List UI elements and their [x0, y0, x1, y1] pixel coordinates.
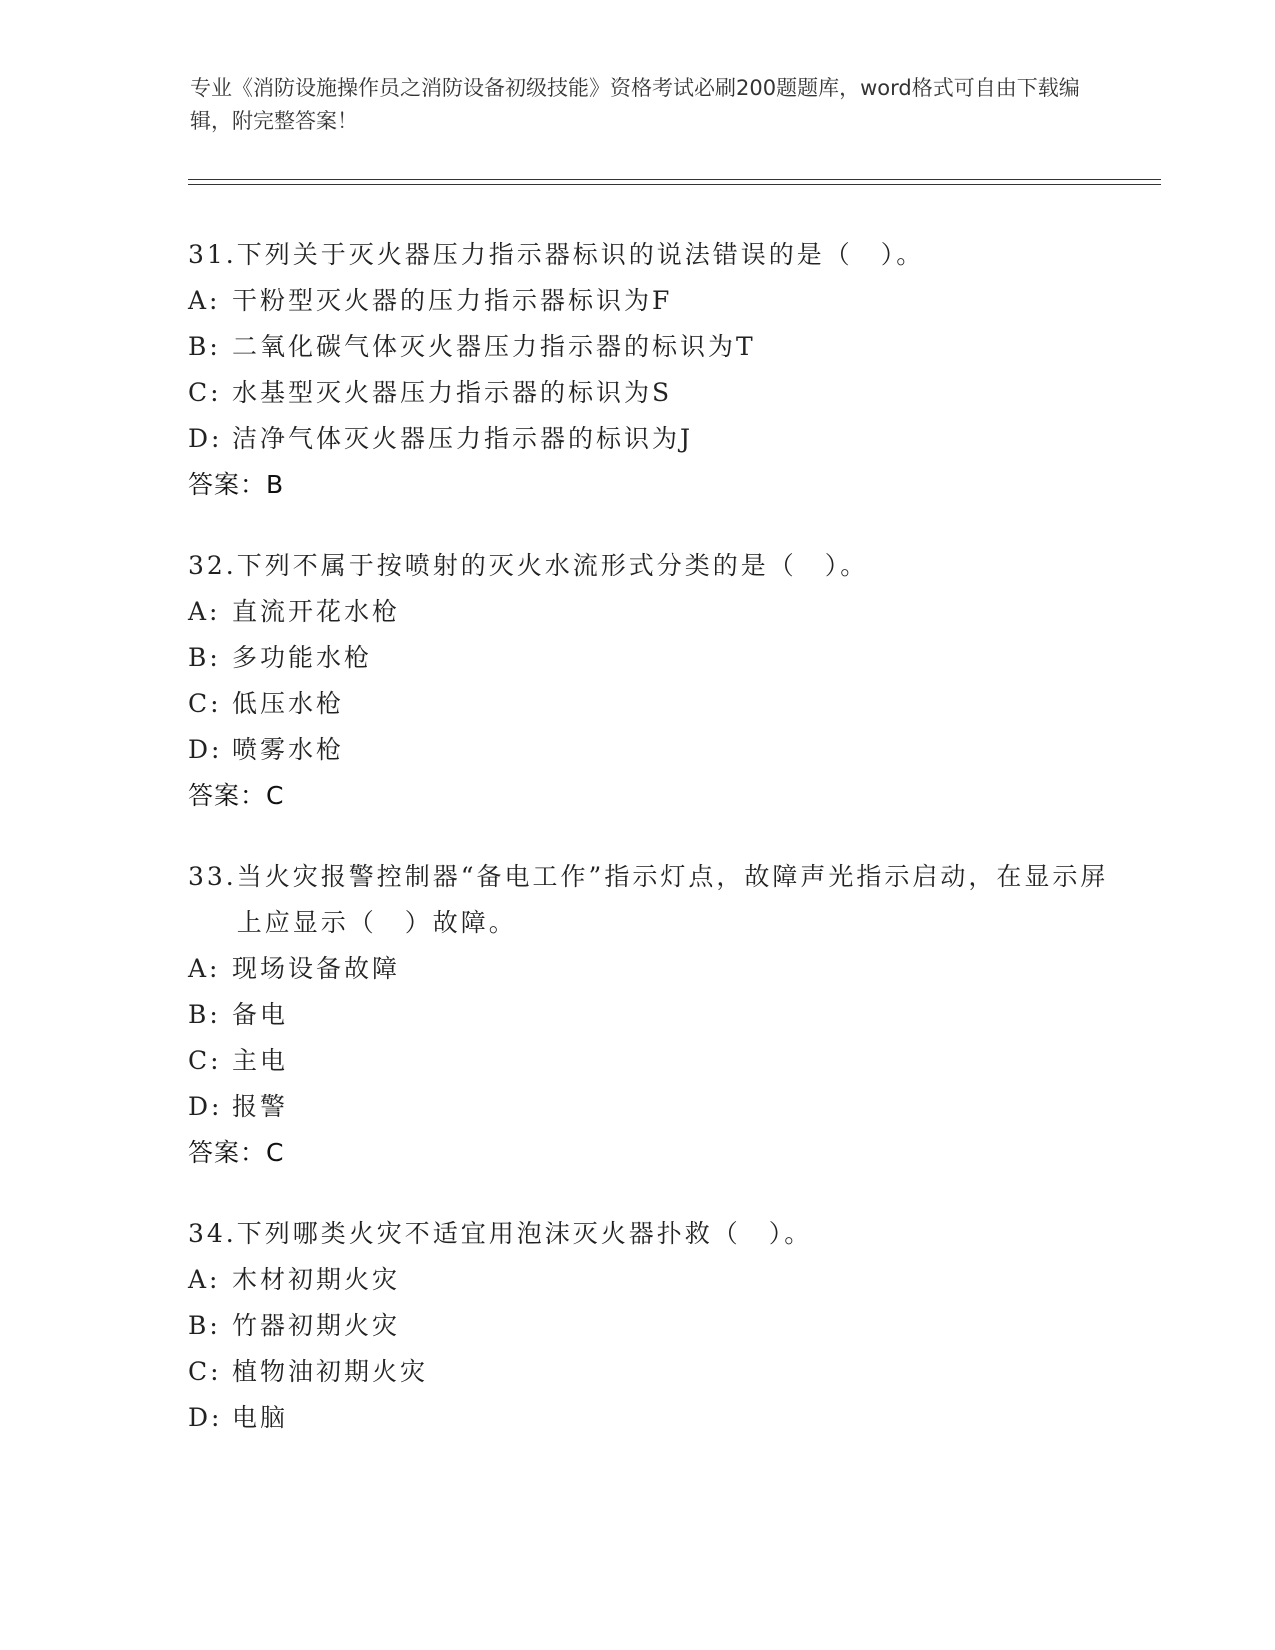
option-text: 低压水枪 [232, 689, 345, 718]
question-stem [188, 543, 1118, 589]
option-letter: C: [188, 689, 222, 718]
option-text: 喷雾水枪 [232, 735, 345, 764]
question-number: 32. [188, 551, 237, 580]
option-d [188, 727, 1118, 773]
option-letter: A: [188, 286, 221, 315]
answer-line: 答案：B [188, 470, 285, 499]
option-letter: D: [188, 1403, 223, 1432]
option-text: 水基型灭火器压力指示器的标识为S [232, 378, 673, 407]
option-letter: A: [188, 1265, 221, 1294]
option-letter: C: [188, 378, 222, 407]
option-letter: D: [188, 735, 223, 764]
option-c [188, 1038, 1118, 1084]
question-list [188, 232, 1118, 1476]
question-text: 下列关于灭火器压力指示器标识的说法错误的是（ ）。 [236, 240, 925, 269]
option-a [188, 589, 1118, 635]
option-text: 木材初期火灾 [232, 1265, 401, 1294]
option-b [188, 635, 1118, 681]
option-letter: C: [188, 1357, 222, 1386]
option-letter: B: [188, 1000, 221, 1029]
option-d [188, 416, 1118, 462]
option-letter: B: [188, 332, 221, 361]
option-text: 现场设备故障 [232, 954, 401, 983]
option-text: 报警 [232, 1092, 289, 1121]
header-divider-bottom [188, 184, 1161, 185]
question-number: 34. [188, 1219, 237, 1248]
answer-line: 答案：C [188, 1138, 285, 1167]
question-33 [188, 854, 1118, 1176]
option-letter: B: [188, 1311, 221, 1340]
option-letter: D: [188, 1092, 223, 1121]
option-b [188, 992, 1118, 1038]
option-c [188, 370, 1118, 416]
option-text: 二氧化碳气体灭火器压力指示器的标识为T [232, 332, 756, 361]
option-text: 电脑 [232, 1403, 289, 1432]
header-divider-top [188, 179, 1161, 180]
question-stem [188, 232, 1118, 278]
option-text: 多功能水枪 [232, 643, 373, 672]
question-34 [188, 1211, 1118, 1441]
option-text: 备电 [232, 1000, 289, 1029]
option-letter: A: [188, 954, 221, 983]
option-text: 干粉型灭火器的压力指示器标识为F [232, 286, 673, 315]
answer-line: 答案：C [188, 781, 285, 810]
option-d [188, 1084, 1118, 1130]
option-c [188, 681, 1118, 727]
option-letter: C: [188, 1046, 222, 1075]
option-text: 洁净气体灭火器压力指示器的标识为J [232, 424, 694, 453]
option-text: 竹器初期火灾 [232, 1311, 401, 1340]
option-text: 直流开花水枪 [232, 597, 401, 626]
document-header: 专业《消防设施操作员之消防设备初级技能》资格考试必刷200题题库，word格式可自由下载编辑，附完整答案！ [190, 76, 1080, 133]
option-letter: A: [188, 597, 221, 626]
question-32 [188, 543, 1118, 819]
option-letter: B: [188, 643, 221, 672]
question-text: 下列不属于按喷射的灭火水流形式分类的是（ ）。 [236, 551, 869, 580]
option-d [188, 1395, 1118, 1441]
question-text: 下列哪类火灾不适宜用泡沫灭火器扑救（ ）。 [236, 1219, 813, 1248]
option-c [188, 1349, 1118, 1395]
option-text: 主电 [232, 1046, 289, 1075]
option-b [188, 324, 1118, 370]
question-31 [188, 232, 1118, 508]
option-a [188, 946, 1118, 992]
option-letter: D: [188, 424, 223, 453]
option-text: 植物油初期火灾 [232, 1357, 429, 1386]
question-stem [188, 1211, 1118, 1257]
option-b [188, 1303, 1118, 1349]
question-number: 33. [188, 862, 237, 891]
question-stem [188, 854, 1118, 946]
option-a [188, 1257, 1118, 1303]
question-text: 当火灾报警控制器“备电工作”指示灯点，故障声光指示启动，在显示屏上应显示（ ）故障。 [236, 862, 1109, 937]
option-a [188, 278, 1118, 324]
question-number: 31. [188, 240, 237, 269]
